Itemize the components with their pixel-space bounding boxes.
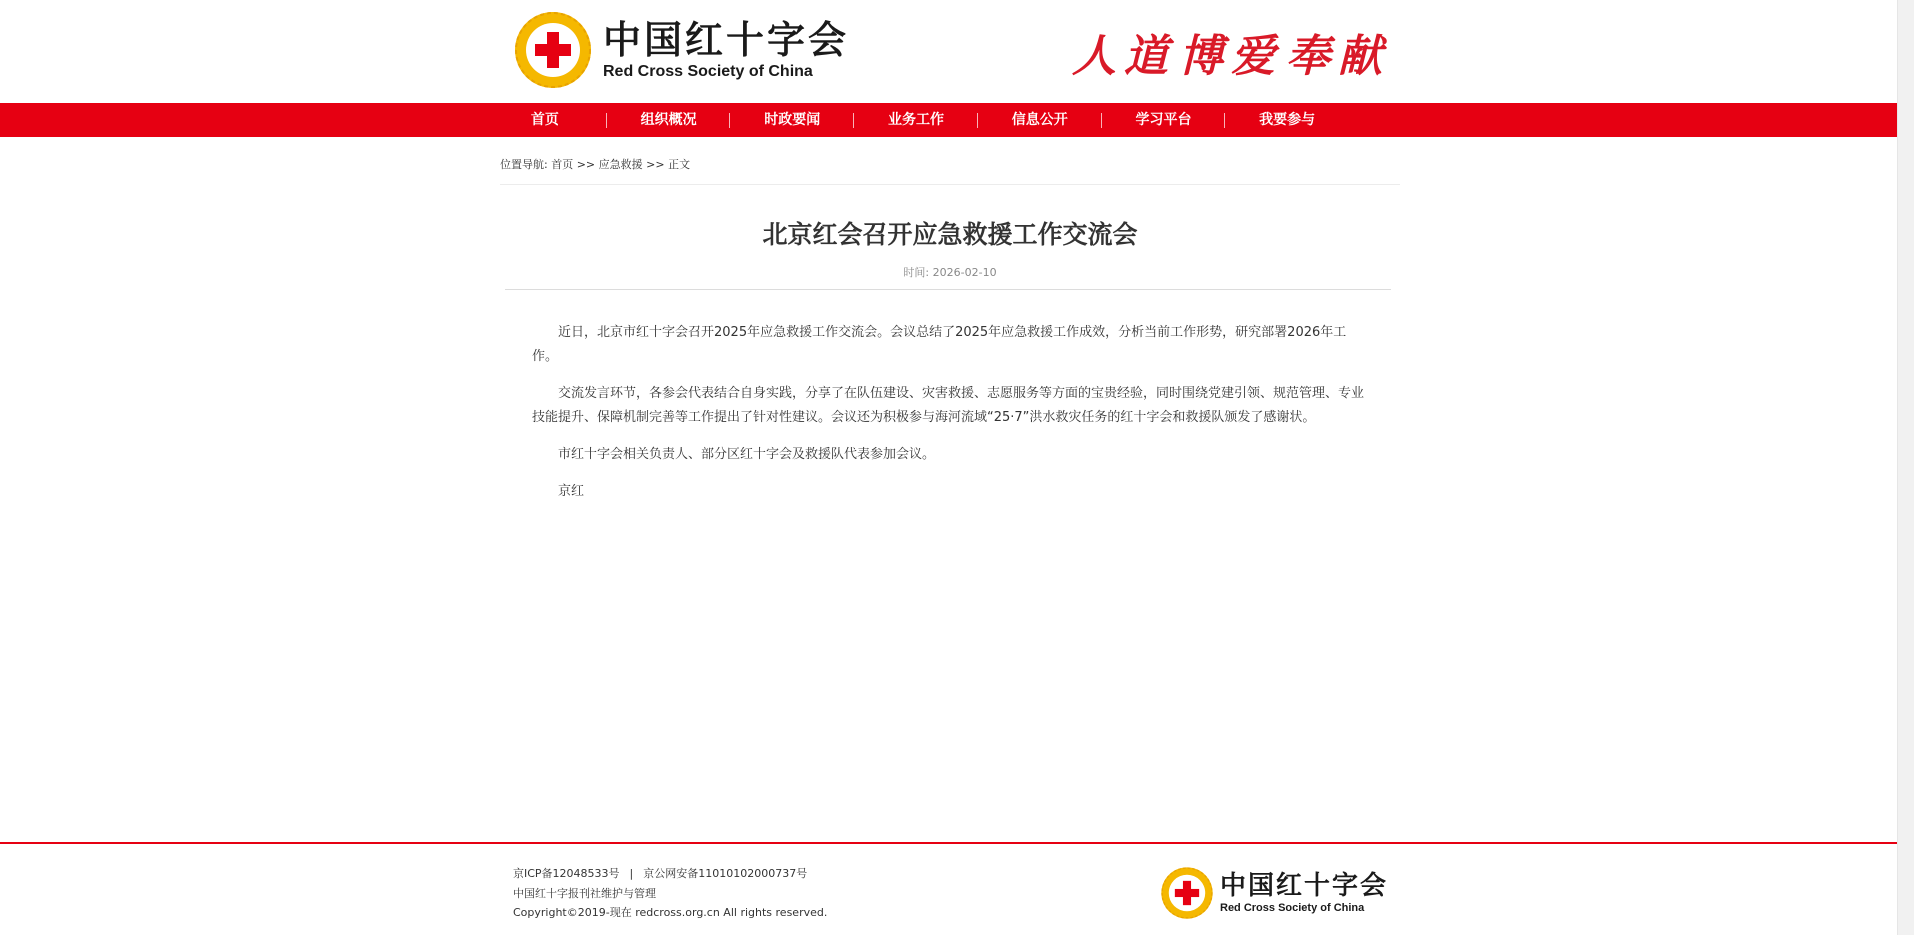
red-cross-emblem-icon bbox=[513, 10, 593, 90]
date-label: 时间: bbox=[903, 266, 930, 279]
article-paragraph: 近日，北京市红十字会召开2025年应急救援工作交流会。会议总结了2025年应急救援工作成效，分析当前工作形势，研究部署2026年工作。 bbox=[532, 325, 1347, 364]
footer-copyright: Copyright©2019-现在 redcross.org.cn All rights reserved. bbox=[513, 906, 828, 919]
article-paragraph: 市红十字会相关负责人、部分区红十字会及救援队代表参加会议。 bbox=[558, 447, 936, 462]
nav-item-work[interactable]: 业务工作 bbox=[854, 103, 978, 137]
footer-logo-english-name: Red Cross Society of China bbox=[1220, 902, 1365, 914]
breadcrumb-separator: >> bbox=[573, 158, 599, 171]
site-logo[interactable] bbox=[513, 10, 849, 90]
slogan-word: 奉献 bbox=[1286, 31, 1390, 82]
footer-logo-chinese-name: 中国红十字会 bbox=[1220, 871, 1389, 901]
article-title: 北京红会召开应急救援工作交流会 bbox=[762, 220, 1138, 249]
breadcrumb-separator: >> bbox=[642, 158, 669, 171]
nav-item-disclosure[interactable]: 信息公开 bbox=[978, 103, 1102, 137]
slogan-word: 人道 bbox=[1072, 31, 1176, 82]
article-source: 京红 bbox=[558, 484, 585, 499]
icp-link[interactable]: 京ICP备12048533号 bbox=[513, 867, 620, 880]
article-divider bbox=[505, 289, 1391, 290]
article-body bbox=[532, 321, 1368, 517]
site-header bbox=[0, 0, 1897, 103]
red-cross-emblem-icon bbox=[1160, 866, 1214, 920]
nav-item-home[interactable]: 首页 bbox=[483, 103, 607, 137]
logo-chinese-name: 中国红十字会 bbox=[603, 18, 850, 62]
slogan bbox=[1072, 20, 1390, 84]
breadcrumb-category-link[interactable]: 应急救援 bbox=[598, 158, 643, 171]
footer-logo[interactable] bbox=[1160, 866, 1388, 920]
page-scrollbar[interactable] bbox=[1897, 0, 1914, 935]
breadcrumb-current: 正文 bbox=[668, 158, 691, 171]
breadcrumb-prefix: 位置导航: bbox=[500, 158, 548, 171]
nav-item-news[interactable]: 时政要闻 bbox=[730, 103, 854, 137]
breadcrumb bbox=[500, 156, 690, 172]
slogan-word: 博爱 bbox=[1179, 31, 1283, 82]
article-date: 2026-02-10 bbox=[932, 266, 997, 279]
nav-item-organization[interactable]: 组织概况 bbox=[607, 103, 731, 137]
breadcrumb-divider bbox=[500, 184, 1400, 185]
main-nav bbox=[0, 103, 1897, 137]
footer-divider bbox=[0, 842, 1897, 844]
nav-item-participate[interactable]: 我要参与 bbox=[1259, 112, 1316, 128]
article-meta bbox=[505, 264, 1395, 280]
footer-maintainer: 中国红十字报刊社维护与管理 bbox=[513, 886, 656, 900]
nav-item-learning[interactable]: 学习平台 bbox=[1102, 103, 1226, 137]
footer-info bbox=[513, 864, 827, 923]
article-paragraph: 交流发言环节，各参会代表结合自身实践，分享了在队伍建设、灾害救援、志愿服务等方面的宝贵经验，同时围绕党建引领、规范管理、专业技能提升、保障机制完善等工作提出了针对性建议。会议还为积极参与海河流域“25·7”洪水救灾任务的红十字会和救援队颁发了感谢状。 bbox=[532, 386, 1365, 425]
breadcrumb-home-link[interactable]: 首页 bbox=[551, 158, 574, 171]
police-record-link[interactable]: 京公网安备11010102000737号 bbox=[643, 867, 808, 880]
logo-english-name: Red Cross Society of China bbox=[603, 63, 813, 80]
footer-separator: | bbox=[629, 867, 634, 880]
